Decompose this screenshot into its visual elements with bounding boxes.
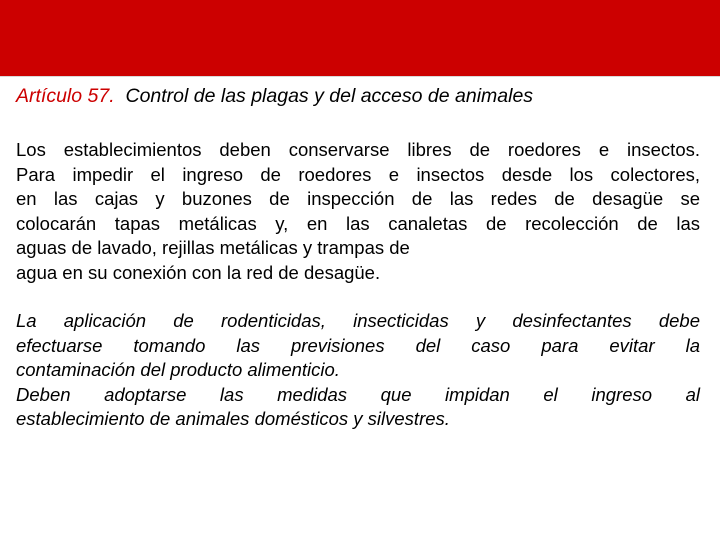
- text-line: aguas de lavado, rejillas metálicas y trampas de: [16, 237, 410, 258]
- text-line: agua en su conexión con la red de desagüe.: [16, 261, 381, 283]
- text-line: efectuarse tomando las previsiones del caso para evitar la: [16, 334, 700, 356]
- slide-content: [16, 84, 700, 432]
- article-title: Control de las plagas y del acceso de animales: [125, 85, 534, 107]
- text-line: La aplicación de rodenticidas, insecticidas y desinfectantes debe: [16, 310, 700, 331]
- text-line: Deben adoptarse las medidas que impidan el ingreso al: [16, 383, 700, 405]
- paragraph-pesticides: [16, 309, 700, 432]
- paragraph-pest-control: [16, 138, 700, 285]
- header-bar: [0, 0, 720, 76]
- text-line: colocarán tapas metálicas y, en las canaletas de recolección de las: [16, 212, 700, 234]
- article-heading: [16, 84, 700, 108]
- text-line: establecimiento de animales domésticos y silvestres.: [16, 408, 450, 429]
- text-line: contaminación del producto alimenticio.: [16, 359, 340, 380]
- text-line: Los establecimientos deben conservarse libres de roedores e insectos.: [16, 139, 700, 160]
- text-line: Para impedir el ingreso de roedores e insectos desde los colectores,: [16, 163, 700, 185]
- article-number: Artículo 57.: [16, 85, 115, 107]
- header-divider: [0, 76, 720, 77]
- text-line: en las cajas y buzones de inspección de las redes de desagüe se: [16, 188, 700, 209]
